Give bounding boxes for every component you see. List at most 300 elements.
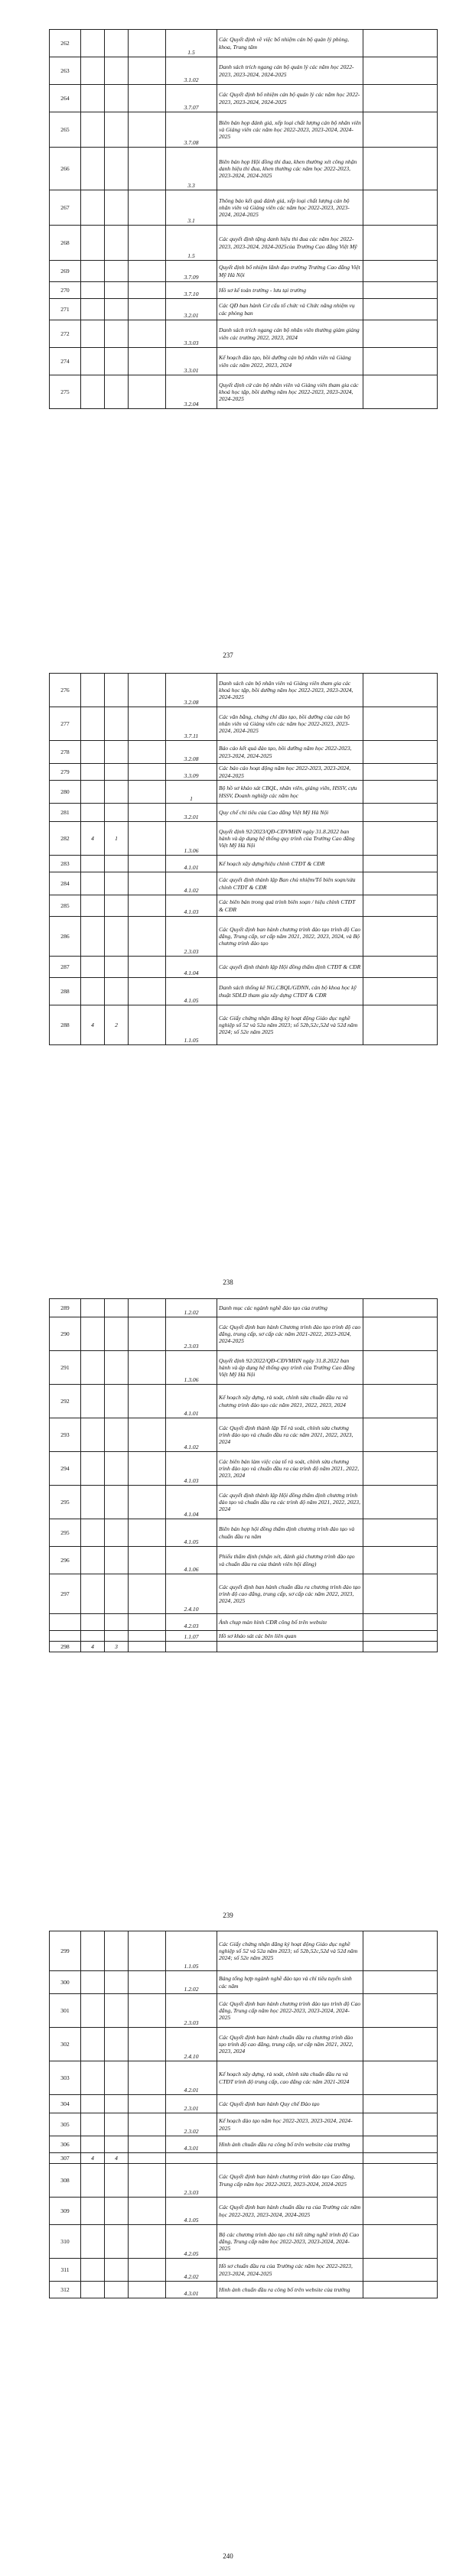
cell-desc: Hồ sơ chuẩn đầu ra của Trường các năm học 2022-2023, 2023-2024, 2024-2025 xyxy=(217,2259,363,2282)
table-row xyxy=(50,2153,438,2164)
cell-empty xyxy=(363,148,438,190)
cell-empty xyxy=(363,895,438,917)
cell-code: 4.1.06 xyxy=(166,1547,217,1574)
cell-b xyxy=(105,804,129,822)
cell-code: 3.1 xyxy=(166,190,217,226)
cell-b xyxy=(105,112,129,148)
cell-empty xyxy=(129,1931,166,1971)
cell-b xyxy=(105,348,129,375)
cell-desc: Bảng tổng hợp ngành nghề đào tạo và chỉ tiêu tuyển sinh các năm xyxy=(217,1971,363,1994)
cell-desc: Quyết định 92/2022/QĐ-CĐVMHN ngày 31.8.2022 ban hành và áp dụng hệ thống quy trình của Trường Cao đẳng Việt Mỹ Hà Nội xyxy=(217,1351,363,1385)
cell-code: 3.7.11 xyxy=(166,707,217,741)
cell-empty xyxy=(363,2113,438,2136)
cell-empty xyxy=(129,895,166,917)
cell-a xyxy=(81,1486,105,1519)
cell-desc: Kế hoạch xây dựng/hiệu chỉnh CTĐT & CĐR xyxy=(217,856,363,872)
cell-empty xyxy=(129,1452,166,1486)
cell-desc: Các Quyết định ban hành Quy chế Đào tạo xyxy=(217,2095,363,2113)
cell-empty xyxy=(129,1519,166,1547)
cell-stt: 298 xyxy=(50,1642,81,1652)
cell-code: 3.7.09 xyxy=(166,261,217,282)
cell-a xyxy=(81,2198,105,2225)
cell-code: 1.5 xyxy=(166,226,217,261)
cell-code: 4.1.03 xyxy=(166,1452,217,1486)
cell-code: 4.2.03 xyxy=(166,1614,217,1631)
cell-b xyxy=(105,190,129,226)
cell-a xyxy=(81,674,105,707)
cell-code: 3.3.01 xyxy=(166,348,217,375)
cell-empty xyxy=(129,261,166,282)
cell-a xyxy=(81,1574,105,1614)
cell-empty xyxy=(129,978,166,1005)
table-row xyxy=(50,872,438,895)
cell-stt: 272 xyxy=(50,320,81,348)
cell-code: 4.1.05 xyxy=(166,2198,217,2225)
evidence-table xyxy=(49,1931,438,2298)
cell-b xyxy=(105,30,129,57)
cell-stt: 300 xyxy=(50,1971,81,1994)
cell-desc: Các biên bản làm việc của tổ rà soát, chỉnh sửa chương trình đào tạo và chuẩn đầu ra của trình độ năm 2021, 2022, 2023, 2024 xyxy=(217,1452,363,1486)
cell-a xyxy=(81,856,105,872)
cell-empty xyxy=(363,2225,438,2259)
page-number: 239 xyxy=(223,1912,233,1919)
cell-code: 1.1.07 xyxy=(166,1631,217,1642)
cell-code: 3.2.01 xyxy=(166,299,217,320)
cell-empty xyxy=(129,148,166,190)
cell-desc xyxy=(217,1642,363,1652)
table-row xyxy=(50,2164,438,2198)
table-row xyxy=(50,2136,438,2153)
cell-empty xyxy=(363,30,438,57)
table-row xyxy=(50,226,438,261)
cell-code: 2.3.01 xyxy=(166,2095,217,2113)
cell-a xyxy=(81,1452,105,1486)
cell-b xyxy=(105,856,129,872)
cell-stt: 296 xyxy=(50,1547,81,1574)
cell-empty xyxy=(363,2028,438,2061)
cell-a xyxy=(81,30,105,57)
cell-a xyxy=(81,85,105,112)
cell-desc: Các Quyết định ban hành chuẩn đầu ra của Trường các năm học 2022-2023, 2023-2024, 2024-2025 xyxy=(217,2198,363,2225)
cell-b xyxy=(105,282,129,299)
cell-empty xyxy=(129,2153,166,2164)
table-row xyxy=(50,895,438,917)
cell-a xyxy=(81,1971,105,1994)
table-row xyxy=(50,320,438,348)
cell-code: 4.3.01 xyxy=(166,2282,217,2298)
cell-code: 3.3.03 xyxy=(166,320,217,348)
cell-code: 2.3.03 xyxy=(166,1994,217,2028)
cell-b: 3 xyxy=(105,1642,129,1652)
cell-empty xyxy=(363,1005,438,1045)
cell-empty xyxy=(363,1574,438,1614)
cell-empty xyxy=(363,1519,438,1547)
cell-stt: 312 xyxy=(50,2282,81,2298)
cell-b xyxy=(105,320,129,348)
cell-a xyxy=(81,741,105,764)
cell-stt: 282 xyxy=(50,822,81,856)
cell-empty xyxy=(363,226,438,261)
evidence-table xyxy=(49,29,438,409)
cell-code: 2.3.03 xyxy=(166,2164,217,2198)
cell-empty xyxy=(363,2153,438,2164)
cell-empty xyxy=(129,856,166,872)
table-row xyxy=(50,1631,438,1642)
cell-empty xyxy=(129,707,166,741)
cell-stt: 281 xyxy=(50,804,81,822)
cell-b xyxy=(105,707,129,741)
cell-code: 3.3 xyxy=(166,148,217,190)
cell-empty xyxy=(129,375,166,409)
cell-a xyxy=(81,764,105,781)
table-row xyxy=(50,1642,438,1652)
cell-empty xyxy=(129,1005,166,1045)
cell-code: 4.3.01 xyxy=(166,2136,217,2153)
cell-stt: 285 xyxy=(50,895,81,917)
cell-empty xyxy=(363,978,438,1005)
cell-a xyxy=(81,1418,105,1452)
cell-b xyxy=(105,148,129,190)
cell-desc: Báo cáo kết quả đào tạo, bồi dưỡng năm học 2022-2023, 2023-2024, 2024-2025 xyxy=(217,741,363,764)
cell-desc: Quyết định bổ nhiệm lãnh đạo trường Trường Cao đẳng Việt Mỹ Hà Nội xyxy=(217,261,363,282)
cell-empty xyxy=(129,1547,166,1574)
cell-stt: 287 xyxy=(50,957,81,978)
table-row xyxy=(50,856,438,872)
cell-b xyxy=(105,1299,129,1317)
cell-desc: Các Giấy chứng nhận đăng ký hoạt động Giáo dục nghề nghiệp số 52 và 52a năm 2023; số 52b,52c,52d và 52đ năm 2024; số 52e năm 2025 xyxy=(217,1005,363,1045)
cell-b xyxy=(105,2282,129,2298)
cell-desc: Biên bản họp hội đồng thẩm định chương trình đào tạo và chuẩn đầu ra năm xyxy=(217,1519,363,1547)
cell-a xyxy=(81,1931,105,1971)
cell-a xyxy=(81,2282,105,2298)
cell-a xyxy=(81,1385,105,1418)
cell-a xyxy=(81,707,105,741)
cell-empty xyxy=(129,804,166,822)
cell-b xyxy=(105,978,129,1005)
cell-stt: 303 xyxy=(50,2061,81,2095)
cell-empty xyxy=(129,1317,166,1351)
cell-desc: Danh sách trích ngang cán bộ nhân viên thường giảm giảng viên các trường 2022, 2023, 2024 xyxy=(217,320,363,348)
cell-a xyxy=(81,2113,105,2136)
cell-a xyxy=(81,320,105,348)
cell-code: 3.2.01 xyxy=(166,804,217,822)
cell-code: 2.4.10 xyxy=(166,1574,217,1614)
cell-empty xyxy=(363,764,438,781)
table-row xyxy=(50,112,438,148)
cell-desc: Các Quyết định ban hành chương trình đào tạo Cao đẳng, Trung cấp năm học 2022-2023, 2023-2024, 2024-2025 xyxy=(217,2164,363,2198)
cell-a xyxy=(81,1519,105,1547)
cell-a xyxy=(81,2061,105,2095)
cell-code: 3.7.07 xyxy=(166,85,217,112)
table-row xyxy=(50,1351,438,1385)
cell-desc: Các Quyết định ban hành chương trình đào tạo trình độ Cao đẳng, Trung cấp, sơ cấp năm 2021, 2022, 2023, 2024, và Bộ chương trình đào tạo xyxy=(217,917,363,957)
cell-empty xyxy=(363,348,438,375)
cell-b xyxy=(105,957,129,978)
table-row xyxy=(50,85,438,112)
cell-code: 2.4.10 xyxy=(166,2028,217,2061)
cell-desc: Hồ sơ khảo sát các bên liên quan xyxy=(217,1631,363,1642)
cell-stt: 289 xyxy=(50,1299,81,1317)
cell-desc: Các Quyết định bổ nhiệm cán bộ quản lý các năm học 2022-2023, 2023-2024, 2024-2025 xyxy=(217,85,363,112)
cell-empty xyxy=(363,190,438,226)
cell-empty xyxy=(363,2164,438,2198)
cell-empty xyxy=(363,320,438,348)
cell-desc: Các quyết định thành lập Ban chủ nhiệm/Tổ biên soạn/sửa chỉnh CTĐT & CĐR xyxy=(217,872,363,895)
cell-empty xyxy=(363,741,438,764)
cell-empty xyxy=(363,822,438,856)
cell-a: 4 xyxy=(81,1642,105,1652)
table-row xyxy=(50,1317,438,1351)
cell-empty xyxy=(363,1614,438,1631)
cell-stt: 295 xyxy=(50,1486,81,1519)
cell-empty xyxy=(129,2136,166,2153)
cell-b xyxy=(105,1418,129,1452)
cell-b xyxy=(105,1994,129,2028)
page-number: 238 xyxy=(223,1278,233,1286)
cell-empty xyxy=(363,804,438,822)
cell-code: 4.1.04 xyxy=(166,957,217,978)
cell-empty xyxy=(129,2028,166,2061)
cell-a xyxy=(81,1994,105,2028)
cell-a xyxy=(81,57,105,85)
cell-a xyxy=(81,1547,105,1574)
cell-desc: Các QĐ ban hành Cơ cấu tổ chức và Chức năng nhiệm vụ các phòng ban xyxy=(217,299,363,320)
cell-code: 2.3.03 xyxy=(166,917,217,957)
cell-b xyxy=(105,2164,129,2198)
cell-desc xyxy=(217,2153,363,2164)
cell-empty xyxy=(129,957,166,978)
cell-empty xyxy=(129,2113,166,2136)
table-row xyxy=(50,781,438,804)
cell-empty xyxy=(129,1486,166,1519)
cell-code: 1.3.06 xyxy=(166,822,217,856)
cell-stt: 310 xyxy=(50,2225,81,2259)
table-row xyxy=(50,2198,438,2225)
cell-stt: 266 xyxy=(50,148,81,190)
cell-empty xyxy=(363,2095,438,2113)
cell-code: 3.2.08 xyxy=(166,674,217,707)
cell-b xyxy=(105,917,129,957)
cell-a xyxy=(81,190,105,226)
cell-stt: 262 xyxy=(50,30,81,57)
cell-desc: Kế hoạch đào tạo, bồi dưỡng cán bộ nhân viên và Giảng viên các năm 2022, 2023, 2024 xyxy=(217,348,363,375)
cell-a xyxy=(81,978,105,1005)
cell-desc: Hồ sơ kế toán trường - lưu tại trường xyxy=(217,282,363,299)
cell-empty xyxy=(363,112,438,148)
table-row xyxy=(50,1486,438,1519)
cell-a xyxy=(81,2136,105,2153)
cell-empty xyxy=(129,1418,166,1452)
cell-code: 3.2.04 xyxy=(166,375,217,409)
cell-a xyxy=(81,872,105,895)
cell-empty xyxy=(363,1317,438,1351)
cell-empty xyxy=(363,1994,438,2028)
cell-code: 3.7.08 xyxy=(166,112,217,148)
cell-a: 4 xyxy=(81,1005,105,1045)
cell-code: 3.3.09 xyxy=(166,764,217,781)
cell-code xyxy=(166,1642,217,1652)
table-row xyxy=(50,1971,438,1994)
cell-code: 1 xyxy=(166,781,217,804)
cell-empty xyxy=(363,674,438,707)
cell-b: 1 xyxy=(105,822,129,856)
table-row xyxy=(50,1574,438,1614)
table-row xyxy=(50,1299,438,1317)
cell-b xyxy=(105,895,129,917)
cell-a xyxy=(81,2259,105,2282)
cell-empty xyxy=(129,299,166,320)
cell-stt: 265 xyxy=(50,112,81,148)
cell-empty xyxy=(129,2095,166,2113)
table-row xyxy=(50,741,438,764)
page-number: 240 xyxy=(223,2552,233,2560)
table-row xyxy=(50,2095,438,2113)
cell-stt: 263 xyxy=(50,57,81,85)
cell-empty xyxy=(129,348,166,375)
cell-code: 4.2.02 xyxy=(166,2259,217,2282)
table-row xyxy=(50,1931,438,1971)
cell-b xyxy=(105,1385,129,1418)
cell-desc: Hình ảnh chuẩn đầu ra công bố trên website của trường xyxy=(217,2282,363,2298)
cell-stt: 279 xyxy=(50,764,81,781)
cell-stt: 301 xyxy=(50,1994,81,2028)
cell-desc: Các quyết định thành lập Hội đồng thẩm định chương trình đào tạo và chuẩn đầu ra các trình độ năm 2021, 2022, 2023, 2024 xyxy=(217,1486,363,1519)
cell-stt: 269 xyxy=(50,261,81,282)
table-row xyxy=(50,1385,438,1418)
cell-stt: 278 xyxy=(50,741,81,764)
table-row xyxy=(50,1452,438,1486)
cell-empty xyxy=(363,57,438,85)
cell-empty xyxy=(129,1351,166,1385)
cell-stt: 288 xyxy=(50,978,81,1005)
cell-empty xyxy=(129,85,166,112)
cell-a xyxy=(81,781,105,804)
table-row xyxy=(50,282,438,299)
cell-empty xyxy=(129,1614,166,1631)
cell-a xyxy=(81,1317,105,1351)
cell-empty xyxy=(363,1452,438,1486)
cell-a: 4 xyxy=(81,2153,105,2164)
cell-desc: Danh sách cán bộ nhân viên và Giảng viên tham gia các khoá học tập, bồi dưỡng năm học 2022-2023, 2023-2024, 2024-2025 xyxy=(217,674,363,707)
cell-code: 1.5 xyxy=(166,30,217,57)
cell-b xyxy=(105,226,129,261)
cell-b xyxy=(105,2095,129,2113)
table-row xyxy=(50,917,438,957)
cell-empty xyxy=(129,1631,166,1642)
cell-empty xyxy=(363,2198,438,2225)
table-row xyxy=(50,2061,438,2095)
cell-stt: 304 xyxy=(50,2095,81,2113)
table-row xyxy=(50,148,438,190)
cell-stt: 268 xyxy=(50,226,81,261)
cell-b xyxy=(105,2028,129,2061)
cell-empty xyxy=(129,30,166,57)
cell-a xyxy=(81,112,105,148)
cell-a xyxy=(81,261,105,282)
cell-b xyxy=(105,299,129,320)
cell-stt: 292 xyxy=(50,1385,81,1418)
cell-b xyxy=(105,741,129,764)
cell-desc: Các Giấy chứng nhận đăng ký hoạt động Giáo dục nghề nghiệp số 52 và 52a năm 2023; số 52b,52c,52d và 52đ năm 2024; số 52e năm 2025 xyxy=(217,1931,363,1971)
table-row xyxy=(50,674,438,707)
cell-code: 4.1.01 xyxy=(166,856,217,872)
cell-empty xyxy=(363,85,438,112)
cell-stt: 275 xyxy=(50,375,81,409)
cell-a xyxy=(81,917,105,957)
cell-a xyxy=(81,148,105,190)
cell-a xyxy=(81,375,105,409)
cell-empty xyxy=(129,1299,166,1317)
table-row xyxy=(50,1519,438,1547)
cell-code: 4.2.05 xyxy=(166,2225,217,2259)
table-row xyxy=(50,1005,438,1045)
cell-b xyxy=(105,1931,129,1971)
cell-stt: 286 xyxy=(50,917,81,957)
cell-desc: Các Quyết định về việc bổ nhiệm cán bộ quản lý phòng, khoa, Trung tâm xyxy=(217,30,363,57)
cell-desc: Hình ảnh chuẩn đầu ra công bố trên website của trường xyxy=(217,2136,363,2153)
cell-code: 4.1.05 xyxy=(166,1519,217,1547)
cell-code: 1.1.05 xyxy=(166,1931,217,1971)
cell-desc: Danh sách thống kê NG,CBQL/GDNN, cán bộ khoa học kỹ thuật SDLD tham gia xây dựng CTĐT & CĐR xyxy=(217,978,363,1005)
cell-empty xyxy=(129,1574,166,1614)
cell-desc: Các Quyết định ban hành Chương trình đào tạo trình độ cao đẳng, trung cấp, sơ cấp các năm 2021-2022, 2023-2024, 2024-2025 xyxy=(217,1317,363,1351)
cell-code xyxy=(166,2153,217,2164)
cell-empty xyxy=(363,1299,438,1317)
cell-empty xyxy=(363,707,438,741)
cell-code: 4.1.02 xyxy=(166,872,217,895)
cell-empty xyxy=(363,917,438,957)
cell-stt: 271 xyxy=(50,299,81,320)
cell-stt: 291 xyxy=(50,1351,81,1385)
cell-empty xyxy=(363,856,438,872)
cell-empty xyxy=(363,1486,438,1519)
cell-stt: 267 xyxy=(50,190,81,226)
cell-empty xyxy=(363,2259,438,2282)
cell-a xyxy=(81,1299,105,1317)
cell-b xyxy=(105,2225,129,2259)
table-row xyxy=(50,1994,438,2028)
cell-desc: Các Quyết định ban hành chuẩn đầu ra chương trình đào tạo trình độ cao đẳng, trung cấp, sơ cấp năm 2021, 2022, 2023, 2024 xyxy=(217,2028,363,2061)
cell-code: 1.3.06 xyxy=(166,1351,217,1385)
cell-desc: Biên bản họp Hội đồng thi đua, khen thưởng xét công nhận danh hiệu thi đua, khen thưởng các năm học 2022-2023, 2023-2024, 2024-2025 xyxy=(217,148,363,190)
cell-desc: Ảnh chụp màn hình CĐR công bố trên website xyxy=(217,1614,363,1631)
cell-empty xyxy=(363,1547,438,1574)
cell-empty xyxy=(129,2061,166,2095)
cell-stt: 280 xyxy=(50,781,81,804)
cell-desc: Thông báo kết quả đánh giá, xếp loại chất lượng cán bộ nhân viên và Giảng viên các năm học 2022-2023, 2023-2024, 2024-2025 xyxy=(217,190,363,226)
cell-empty xyxy=(363,261,438,282)
cell-desc: Kế hoạch xây dựng, rà soát, chỉnh sửa chuẩn đầu ra và chương trình đào tạo các năm 2021, 2022, 2023, 2024 xyxy=(217,1385,363,1418)
table-row xyxy=(50,707,438,741)
cell-b xyxy=(105,2113,129,2136)
cell-empty xyxy=(129,764,166,781)
cell-a xyxy=(81,804,105,822)
cell-empty xyxy=(363,1931,438,1971)
cell-stt: 270 xyxy=(50,282,81,299)
table-row xyxy=(50,299,438,320)
cell-code: 4.1.03 xyxy=(166,895,217,917)
table-row xyxy=(50,190,438,226)
cell-empty xyxy=(129,2259,166,2282)
table-row xyxy=(50,2028,438,2061)
cell-b xyxy=(105,1317,129,1351)
cell-desc: Các quyết định tặng danh hiệu thi đua các năm học 2022-2023, 2023-2024, 2024-2025của Trường Cao đẳng Việt Mỹ xyxy=(217,226,363,261)
cell-code: 4.1.01 xyxy=(166,1385,217,1418)
table-row xyxy=(50,822,438,856)
table-row xyxy=(50,804,438,822)
cell-empty xyxy=(129,2164,166,2198)
cell-stt: 302 xyxy=(50,2028,81,2061)
